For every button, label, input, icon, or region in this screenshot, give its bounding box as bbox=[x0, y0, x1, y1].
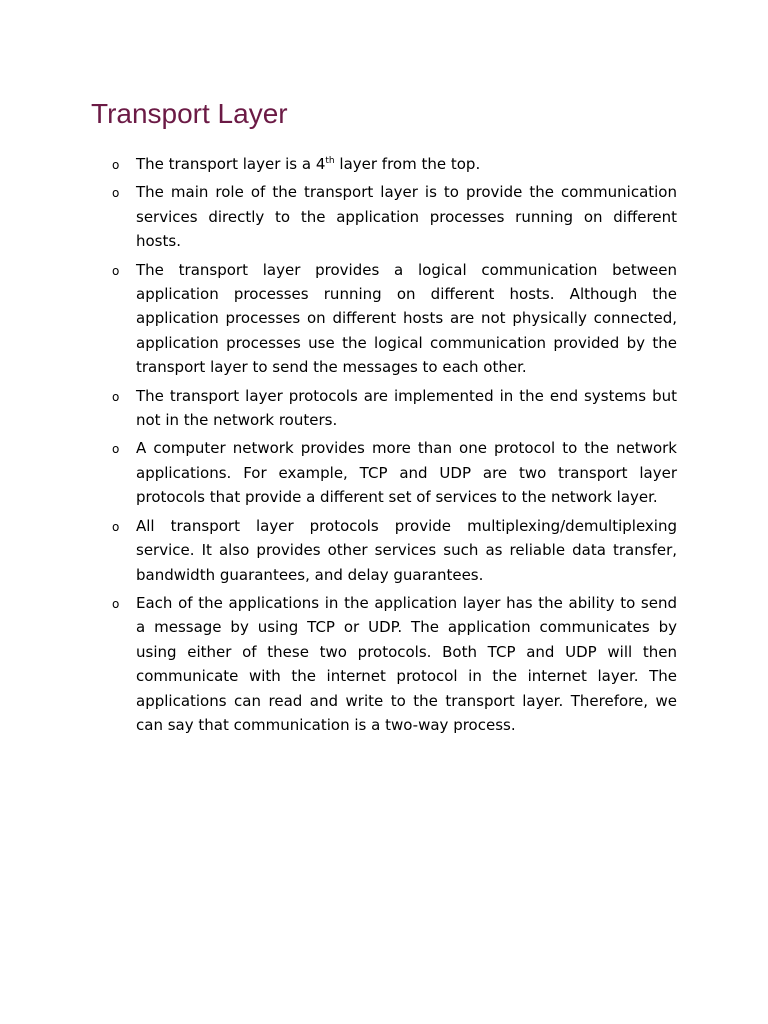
ordinal-superscript: th bbox=[325, 156, 335, 166]
bullet-marker: o bbox=[112, 389, 120, 404]
list-item-text: Each of the applications in the application layer has the ability to send a message by using TCP or UDP. The application communicates by using either of these two protocols. Both TCP and UDP will then communicate with the internet protocol in the internet layer. The applications can read and write to the transport layer. Therefore, we can say that communication is a two-way process. bbox=[136, 593, 677, 734]
bullet-marker: o bbox=[112, 596, 120, 611]
bullet-marker: o bbox=[112, 158, 120, 172]
bullet-marker: o bbox=[112, 442, 120, 457]
list-item bbox=[112, 180, 677, 253]
list-item-text: All transport layer protocols provide multiplexing/demultiplexing service. It also provides other services such as reliable data transfer, bandwidth guarantees, and delay guarantees. bbox=[136, 516, 677, 584]
page-title: Transport Layer bbox=[91, 98, 288, 129]
list-item bbox=[112, 258, 677, 380]
bullet-list bbox=[112, 152, 677, 741]
list-item bbox=[112, 152, 677, 176]
list-item bbox=[112, 591, 677, 737]
list-item-text bbox=[136, 152, 677, 176]
list-item-text: The main role of the transport layer is to provide the communication services directly to the application processes running on different hosts. bbox=[136, 183, 677, 251]
bullet-marker: o bbox=[112, 519, 120, 534]
bullet-marker: o bbox=[112, 186, 120, 201]
list-item-text-part: The transport layer is a 4 bbox=[136, 155, 326, 173]
list-item-text: The transport layer provides a logical communication between application processes running on different hosts. Although the application processes on different hosts are not physically connected, application processes use the logical communication provided by the transport layer to send the messages to each other. bbox=[136, 260, 677, 377]
bullet-marker: o bbox=[112, 263, 120, 278]
list-item-text: A computer network provides more than one protocol to the network applications. For example, TCP and UDP are two transport layer protocols that provide a different set of services to the network layer. bbox=[136, 439, 677, 507]
list-item-text-part: layer from the top. bbox=[334, 155, 481, 173]
list-item bbox=[112, 514, 677, 587]
list-item bbox=[112, 436, 677, 509]
list-item-text: The transport layer protocols are implemented in the end systems but not in the network routers. bbox=[136, 386, 677, 430]
list-item bbox=[112, 384, 677, 433]
